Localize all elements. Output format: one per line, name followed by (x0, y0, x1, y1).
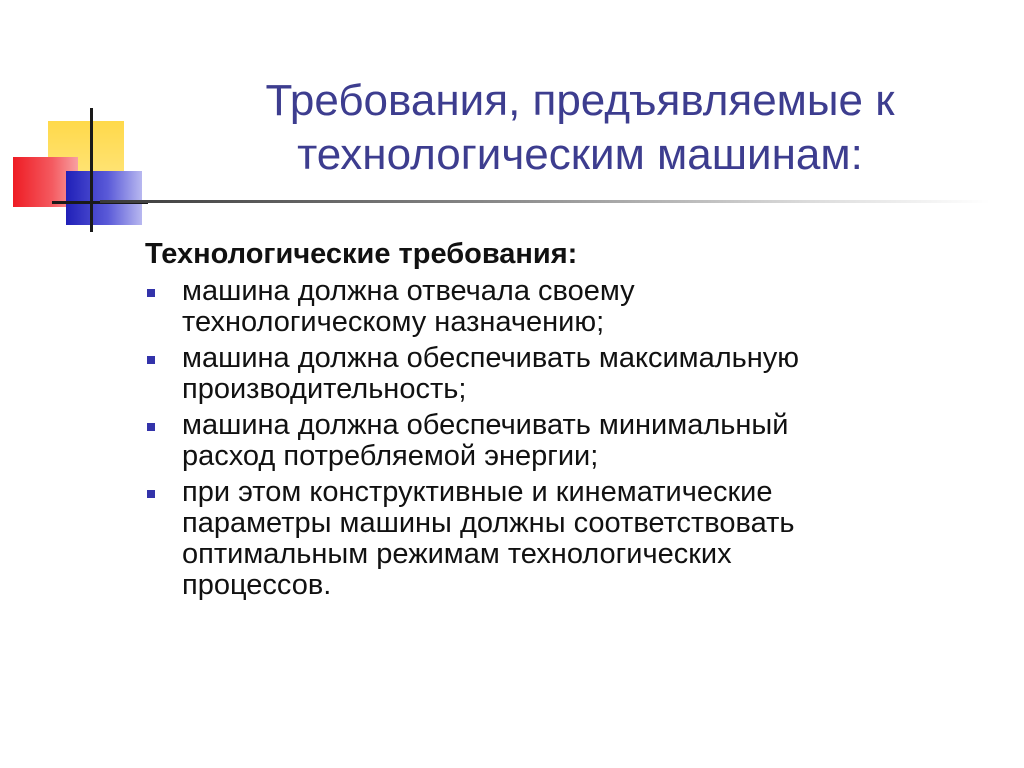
square-bullet-icon (147, 490, 155, 498)
list-item (145, 343, 925, 405)
bullet-text: машина должна отвечала своему технологическому назначению; (182, 275, 635, 338)
subheading: Технологические требования: (145, 238, 578, 270)
list-item (145, 477, 925, 601)
bullet-text: машина должна обеспечивать минимальный расход потребляемой энергии; (182, 409, 789, 472)
title-divider (100, 200, 990, 203)
title-line-2: технологическим машинам: (297, 130, 863, 179)
square-bullet-icon (147, 423, 155, 431)
list-item (145, 276, 925, 338)
square-bullet-icon (147, 356, 155, 364)
bullet-text: при этом конструктивные и кинематические параметры машины должны соответствовать оптимальным режимам технологических процессов. (182, 476, 795, 601)
decorative-squares-logo (0, 0, 160, 240)
vertical-crossline (90, 108, 93, 232)
bullet-list (145, 276, 925, 601)
slide-body (145, 236, 925, 606)
square-bullet-icon (147, 289, 155, 297)
blue-square (66, 171, 142, 225)
bullet-text: машина должна обеспечивать максимальную производительность; (182, 342, 800, 405)
slide-title (160, 74, 1000, 182)
title-line-1: Требования, предъявляемые к (265, 76, 895, 125)
list-item (145, 410, 925, 472)
